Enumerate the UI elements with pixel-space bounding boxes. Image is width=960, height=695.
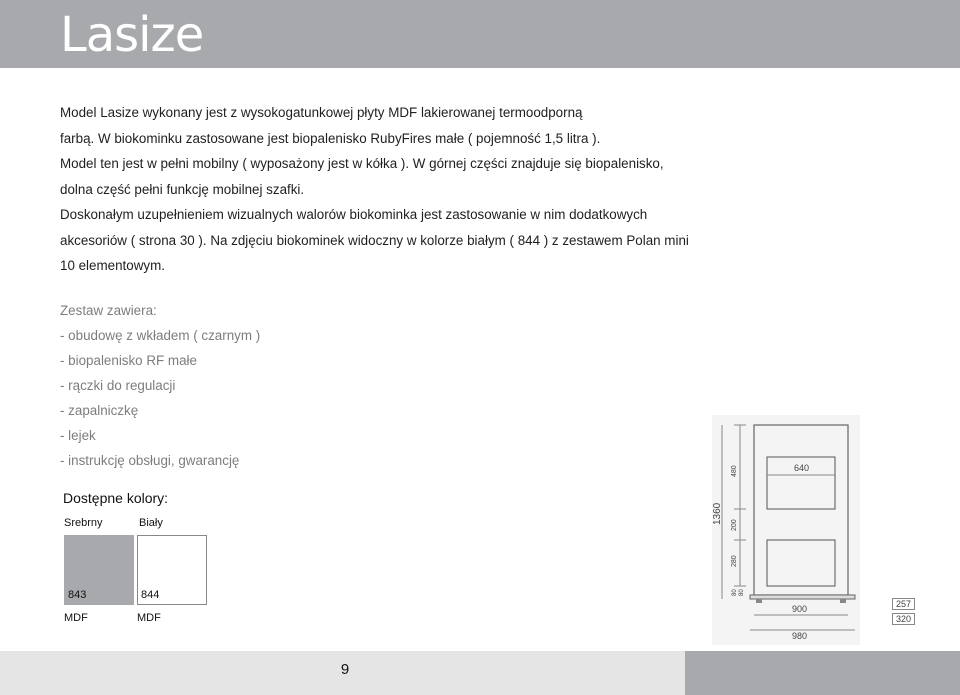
kit-item: - instrukcję obsługi, gwarancję [60,453,240,468]
kit-item: - rączki do regulacji [60,378,176,393]
wheel-right [840,599,846,603]
kit-item: - lejek [60,428,96,443]
dim-label-640: 640 [794,463,810,473]
wheel-left [756,599,762,603]
intro-line: farbą. W biokominku zastosowane jest biopalenisko RubyFires małe ( pojemność 1,5 litra ). [60,130,601,146]
kit-item: - zapalniczkę [60,403,139,418]
dim-label-320: 320 [892,613,915,625]
dim-label-200: 200 [731,519,738,531]
kit-item: - obudowę z wkładem ( czarnym ) [60,328,261,343]
technical-drawing [712,415,860,645]
page-number: 9 [340,661,350,678]
intro-line: Model ten jest w pełni mobilny ( wyposażony jest w kółka ). W górnej części znajduje się biopalenisko, [60,156,664,171]
swatch-name-white: Biały [139,517,163,529]
swatch-code-silver: 843 [68,589,87,601]
dim-label-80-a: 80 [732,589,738,596]
kit-list [60,298,260,473]
intro-line: Doskonałym uzupełnieniem wizualnych walorów biokominka jest zastosowanie w nim dodatkowych [60,207,648,222]
kit-title: Zestaw zawiera: [60,303,157,318]
intro-line: akcesoriów ( strona 30 ). Na zdjęciu biokominek widoczny w kolorze białym ( 844 ) z zestawem Polan mini [60,232,689,248]
dim-label-900: 900 [792,604,808,614]
swatch-name-silver: Srebrny [64,517,103,529]
page-title: Lasize [60,7,204,63]
kit-item: - biopalenisko RF małe [60,353,197,368]
intro-text [60,100,700,279]
dim-label-80-b: 80 [739,589,745,596]
swatch-material-silver: MDF [64,612,88,624]
swatch-material-white: MDF [137,612,161,624]
intro-line: dolna część pełni funkcję mobilnej szafki. [60,181,305,197]
swatch-code-white: 844 [141,589,160,601]
dim-label-1360: 1360 [712,502,723,525]
base-plinth [750,595,855,599]
footer-bar-right [685,651,960,695]
colors-title: Dostępne kolory: [63,490,169,506]
dim-label-280: 280 [731,555,738,567]
dim-label-257: 257 [892,598,915,610]
intro-line: 10 elementowym. [60,258,165,273]
dim-label-980: 980 [792,631,808,641]
dim-label-480: 480 [731,465,738,477]
intro-line: Model Lasize wykonany jest z wysokogatunkowej płyty MDF lakierowanej termoodporną [60,105,583,120]
